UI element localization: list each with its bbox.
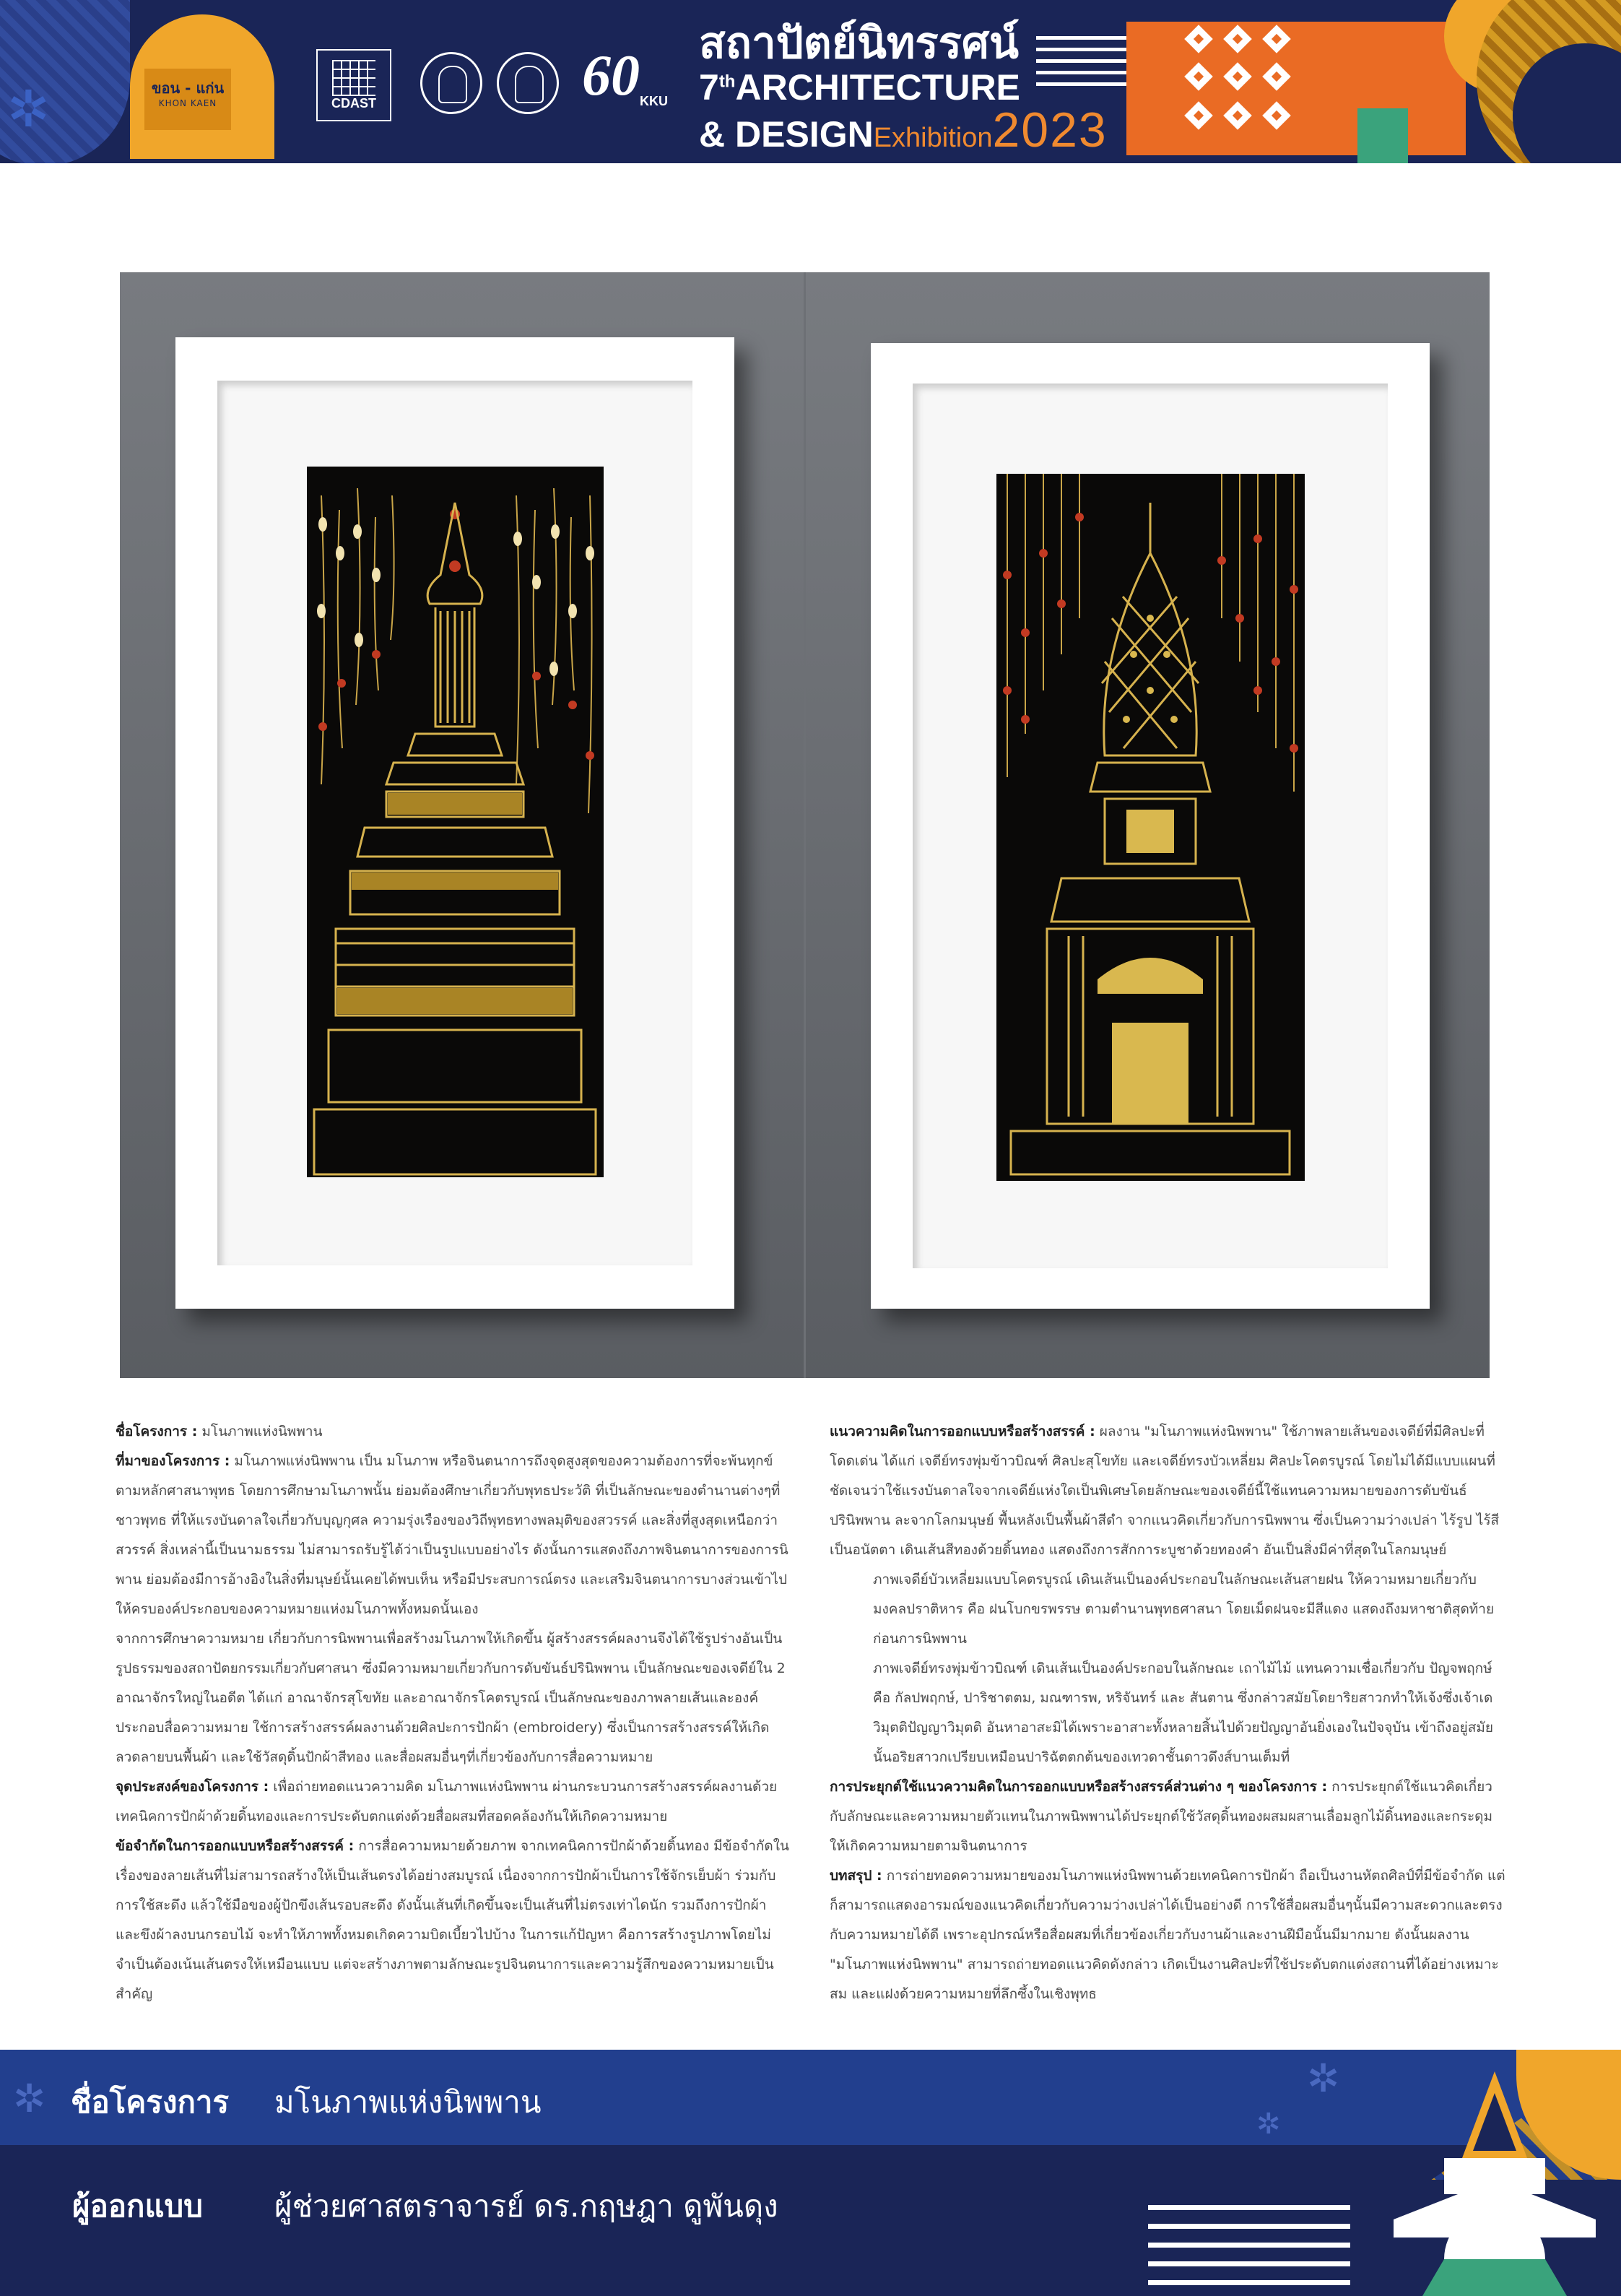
left-artwork-mat xyxy=(217,381,692,1265)
paragraph-label: แนวความคิดในการออกแบบหรือสร้างสรรค์ : xyxy=(830,1424,1095,1439)
title-exhibition: Exhibition xyxy=(873,123,993,153)
paragraph-label: บทสรุป : xyxy=(830,1868,882,1884)
footer-project-value: มโนภาพแห่งนิพพาน xyxy=(274,2084,542,2120)
paragraph-text: ภาพเจดีย์บัวเหลี่ยมแบบโคตรบูรณ์ เดินเส้นเป็นองค์ประกอบในลักษณะเส้นสายฝน ให้ความหมายเกี่ยวกับมงคลปราติหาร คือ ฝนโบกขรพรรษ ตามตำนานพุทธศาสนา โดยเม็ดฝนจะมีสีแดง แสดงถึงมหาชาติสุดท้ายก่อนการนิพพาน xyxy=(873,1572,1495,1647)
faculty-seal-icon xyxy=(497,52,559,114)
title-design: & DESIGN xyxy=(699,114,874,155)
paragraph-text: การถ่ายทอดความหมายของมโนภาพแห่งนิพพานด้วยเทคนิคการปักผ้า ถือเป็นงานหัตถศิลป์ที่มีข้อจำกัด แต่ก็สามารถแสดงอารมณ์ของแนวคิดเกี่ยวกับความว่างเปล่าได้เป็นอย่างดี การใช้สื่อผสมอื่นๆนั้นมีความสะดวกและตรงกับความหมายได้ดี เพราะอุปกรณ์หรือสื่อผสมที่เกี่ยวข้องเกี่ยวกับงานผ้าและงานฝีมือนั้นมีมากมาย ดังนั้นผลงาน "มโนภาพแห่งนิพพาน" สามารถถ่ายทอดแนวคิดดังกล่าว เกิดเป็นงานศิลปะที่ใช้ประดับตกแต่งสถานที่ได้อย่างเหมาะสม และแฝงด้วยความหมายที่ลึกซึ้งในเชิงพุทธ xyxy=(830,1868,1505,2002)
paragraph-text: เพื่อถ่ายทอดแนวความคิด มโนภาพแห่งนิพพาน ผ่านกระบวนการสร้างสรรค์ผลงานด้วยเทคนิคการปักผ้าด้วยดิ้นทองและการประดับตกแต่งด้วยสื่อผสมที่สอดคล้องกันให้เกิดความหมาย xyxy=(116,1779,778,1824)
application-paragraph xyxy=(830,1772,1508,1861)
paragraph-text: มโนภาพแห่งนิพพาน xyxy=(197,1424,323,1439)
stupa-lan-xang-icon xyxy=(996,474,1305,1181)
exhibition-title-line2 xyxy=(699,67,1020,108)
paragraph-label: ชื่อโครงการ : xyxy=(116,1424,198,1439)
header-green-block xyxy=(1357,108,1408,163)
kku-logo-text: KKU xyxy=(640,94,668,108)
cdast-grid-icon xyxy=(332,60,375,96)
star-ornament-icon: ✲ xyxy=(1256,2107,1281,2141)
rice-stupa-paragraph xyxy=(830,1654,1508,1772)
temple-roof-icon xyxy=(1379,2064,1610,2296)
description-left-column xyxy=(116,1417,794,2009)
stupa-lanna-icon xyxy=(307,467,604,1177)
project-background-paragraph xyxy=(116,1447,794,1624)
university-seal-icon xyxy=(420,52,482,114)
title-edition-suffix: th xyxy=(718,72,736,92)
footer-project-label: ชื่อโครงการ xyxy=(71,2084,230,2120)
title-architecture: ARCHITECTURE xyxy=(735,67,1020,108)
right-artwork-frame xyxy=(871,343,1430,1309)
paragraph-label: จุดประสงค์ของโครงการ : xyxy=(116,1779,269,1795)
paragraph-text: การประยุกต์ใช้แนวคิดเกี่ยวกับลักษณะและความหมายตัวแทนในภาพนิพพานได้ประยุกต์ใช้วัสดุดิ้นทองผสมผสานเลื่อมลูกไม้ดิ้นทองและกระดุม ให้เกิดความหมายตามจินตนาการ xyxy=(830,1779,1493,1854)
title-year: 2023 xyxy=(992,103,1108,157)
exhibition-title-th: สถาปัตย์นิทรรศน์ xyxy=(699,18,1019,69)
paragraph-text: การสื่อความหมายด้วยภาพ จากเทคนิคการปักผ้าด้วยดิ้นทอง มีข้อจำกัดในเรื่องของลายเส้นที่ไม่สามารถสร้างให้เป็นเส้นตรงได้อย่างสมบูรณ์ เนื่องจากการปักผ้าเป็นการใช้จักรเย็บผ้า ร่วมกับการใช้สะดึง แล้วใช้มือของผู้ปักขึงเส้นรอบสะดึง ดังนั้นเส้นที่เกิดขึ้นจะเป็นเส้นที่ไม่ตรงเท่าไดนัก รวมถึงการปักผ้า และขึงผ้าลงบนกรอบไม้ จะทำให้ภาพทั้งหมดเกิดความบิดเบี้ยวไปบ้าง ในการแก้ปัญหา คือการสร้างรูปภาพโดยไม่จำเป็นต้องเน้นเส้นตรงให้เหมือนแบบ แต่จะสร้างภาพตามลักษณะรูปจินตนาการและความรู้สึกของความหมายเป็นสำคัญ xyxy=(116,1838,789,2002)
footer-band-designer xyxy=(0,2145,1621,2296)
kku-60-logo xyxy=(582,44,676,120)
paragraph-text: มโนภาพแห่งนิพพาน เป็น มโนภาพ หรือจินตนาการถึงจุดสูงสุดของความต้องการที่จะพ้นทุกข์ตามหลักศาสนาพุทธ โดยการศึกษามโนภาพนั้น ย่อมต้องศึกษาเกี่ยวกับพุทธประวัติ ที่เป็นลักษณะของตำนานต่างๆที่ชาวพุทธ ที่ให้แรงบันดาลใจเกี่ยวกับบุญกุศล ความรุ่งเรืองของวิถีพุทธทางพลมุติของสวรรค์ และสิ่งที่สูงสุดเหนือกว่าสวรรค์ สิ่งเหล่านี้เป็นนามธรรม ไม่สามารถรับรู้ได้ว่าเป็นรูปแบบอย่างไร ดังนั้นการแสดงถึงภาพจินตนาการของการนิพาน ย่อมต้องมีการอ้างอิงในสิ่งที่มนุษย์นั้นเคยได้พบเห็น หรือมีประสบการณ์ตรง และเสริมจินตนาการบางส่วนเข้าไปให้ครบองค์ประกอบของความหมายแห่งมโนภาพทั้งหมดนั้นเอง xyxy=(116,1453,788,1617)
artwork-photo-panel xyxy=(120,272,1490,1378)
project-study-paragraph xyxy=(116,1624,794,1772)
paragraph-text: จากการศึกษาความหมาย เกี่ยวกับการนิพพานเพื่อสร้างมโนภาพให้เกิดขึ้น ผู้สร้างสรรค์ผลงานจึงได้ใช้รูปร่างอันเป็นรูปธรรมของสถาปัตยกรรมเกี่ยวกับศาสนา ซึ่งมีความหมายเกี่ยวกับการดับขันธ์ปรินิพพาน เป็นลักษณะของเจดีย์ใน 2 อาณาจักรใหญ่ในอดีต ได้แก่ อาณาจักรสุโขทัย และอาณาจักรโคตรบูรณ์ เป็นลักษณะของภาพลายเส้นและองค์ประกอบสื่อความหมาย ใช้การสร้างสรรค์ผลงานด้วยศิลปะการปักผ้า (embroidery) ซึ่งเป็นการสร้างสรรค์ให้เกิดลวดลายบนพื้นผ้า และใช้วัสดุดิ้นปักผ้าสีทอง และสื่อผสมอื่นๆที่เกี่ยวข้องกับการสื่อความหมาย xyxy=(116,1631,786,1765)
exhibition-title-line3 xyxy=(699,105,1108,155)
project-limitation-paragraph xyxy=(116,1832,794,2009)
lotus-stupa-paragraph xyxy=(830,1565,1508,1654)
paragraph-text: ภาพเจดีย์ทรงพุ่มข้าวบิณฑ์ เดินเส้นเป็นองค์ประกอบในลักษณะ เถาไม้ไม้ แทนความเชื่อเกี่ยวกับ ปัญจพฤกษ์ คือ กัลปพฤกษ์, ปาริชาตตม, มณฑารพ, หริจันทร์ และ สันตาน ซึ่งกล่าวสมัยโดยาริยสาวกทำให้เจ้งซึ่งเจ้าเดวิมุตติปัญญาวิมุตติ อันหาอาสะมิได้เพราะอาสาะทั้งหลายสิ้นไปด้วยปัญญาอันยิ่งเองในปัจจุบัน เข้าถึงอยู่สมัยนั้นอริยสาวกเปรียบเหมือนปาริฉัตตกต้นของเทวดาชั้นดาวดึงส์บานเต็มที่ xyxy=(873,1660,1494,1765)
header-orange-block xyxy=(1126,22,1466,155)
left-artwork-frame xyxy=(175,337,734,1309)
exhibition-header xyxy=(0,0,1621,163)
conclusion-paragraph xyxy=(830,1861,1508,2009)
description-right-column xyxy=(830,1417,1508,2009)
footer-designer-value: ผู้ช่วยศาสตราจารย์ ดร.กฤษฎา ดูพันดุง xyxy=(274,2188,778,2224)
project-objective-paragraph xyxy=(116,1772,794,1832)
footer-band-project xyxy=(0,2050,1621,2145)
footer-designer-label: ผู้ออกแบบ xyxy=(72,2188,203,2224)
design-concept-paragraph xyxy=(830,1417,1508,1565)
paragraph-label: ข้อจำกัดในการออกแบบหรือสร้างสรรค์ : xyxy=(116,1838,355,1854)
star-ornament-icon: ✲ xyxy=(1307,2055,1340,2101)
star-ornament-icon: ✲ xyxy=(7,79,50,139)
cdast-logo-text: CDAST xyxy=(331,95,376,111)
title-edition-number: 7 xyxy=(699,67,719,108)
project-footer xyxy=(0,2050,1621,2296)
right-artwork-mat xyxy=(913,384,1388,1268)
kku-60-number: 60 xyxy=(582,44,640,108)
left-embroidery-artwork xyxy=(307,467,604,1177)
cdast-logo xyxy=(316,49,391,121)
paragraph-text: ผลงาน "มโนภาพแห่งนิพพาน" ใช้ภาพลายเส้นของเจดีย์ที่มีศิลปะที่โดดเด่น ได้แก่ เจดีย์ทรงพุ่มข้าวบิณฑ์ ศิลปะสุโขทัย และเจดีย์ทรงบัวเหลี่ยม ศิลปะโคตรบูรณ์ โดยไม่ได้มีแบบแผนที่ชัดเจนว่าใช้แรงบันดาลใจจากเจดีย์แห่งใดเป็นพิเศษโดยลักษณะของเจดีย์นี้ใช้แทนความหมายของการดับขันธ์ปรินิพพาน ละจากโลกมนุษย์ พื้นหลังเป็นพื้นผ้าสีดำ จากแนวคิดเกี่ยวกับการนิพพาน ซึ่งเป็นความว่างเปล่า ไร้รูป ไร้สี เป็นอนัตตา เดินเส้นสีทองด้วยดิ้นทอง แสดงถึงการสักการะบูชาด้วยทองคำ อันเป็นสิ่งมีค่าที่สุดในโลกมนุษย์ xyxy=(830,1424,1500,1558)
khon-kaen-badge-th: ขอน - แก่น xyxy=(151,79,225,97)
paragraph-label: ที่มาของโครงการ : xyxy=(116,1453,230,1469)
khon-kaen-badge-en: KHON KAEN xyxy=(158,98,217,108)
star-ornament-icon: ✲ xyxy=(13,2076,46,2121)
right-embroidery-artwork xyxy=(996,474,1305,1181)
project-name-paragraph xyxy=(116,1417,794,1447)
panel-divider xyxy=(804,272,806,1378)
paragraph-label: การประยุกต์ใช้แนวความคิดในการออกแบบหรือสร้างสรรค์ส่วนต่าง ๆ ของโครงการ : xyxy=(830,1779,1328,1795)
footer-stripes xyxy=(1148,2205,1350,2292)
